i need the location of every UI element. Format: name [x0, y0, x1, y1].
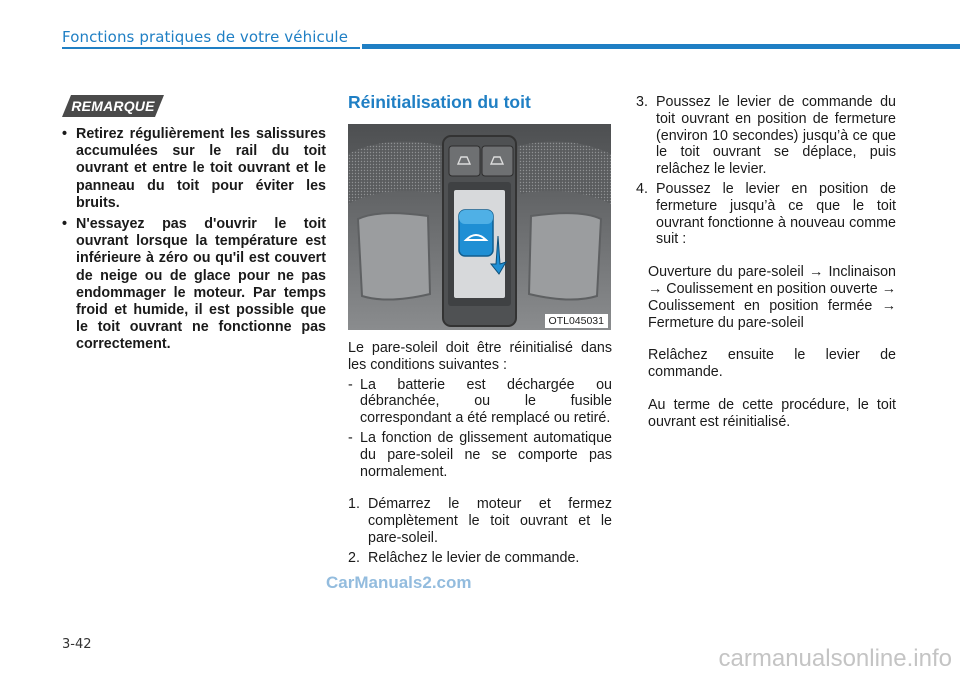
condition-item: - La fonction de glissement automatique du pare-soleil ne se comporte pas normalement. [348, 430, 612, 480]
remarque-label: REMARQUE [71, 98, 155, 114]
footer-watermark: carmanualsonline.info [718, 645, 952, 672]
conclusion-text: Au terme de cette procédure, le toit ouvrant est réinitialisé. [648, 396, 896, 430]
figure-caption: OTL045031 [545, 314, 608, 328]
note-column [62, 126, 326, 358]
release-text: Relâchez ensuite le levier de commande. [648, 347, 896, 381]
note-bullet: • N'essayez pas d'ouvrir le toit ouvrant lorsque la température est inférieure à zéro ou qu'il est couvert de neige ou de glace pour ne pas endommager le moteur. Par temps froid et humide, il est possible que le toit ouvrant ne fonctionne pas correctement. [62, 216, 326, 354]
step-item [348, 550, 612, 567]
procedure-column-right [636, 94, 896, 431]
step-number: 1. [348, 496, 360, 513]
step-item [636, 94, 896, 178]
step-text: Poussez le levier en position de fermeture jusqu’à ce que le toit ouvrant fonctionne à nouveau comme suit : [656, 180, 896, 248]
watermark: CarManuals2.com [326, 573, 472, 592]
step-number: 3. [636, 94, 648, 110]
header-rule-left [62, 47, 360, 49]
sequence-text: Ouverture du pare-soleil → Inclinaison → Coulissement en position ouverte → Coulissement en position fermée → Fermeture du pare-soleil [648, 264, 896, 331]
procedure-column-left [348, 340, 612, 567]
step-text: Démarrez le moteur et fermez complètement le toit ouvrant et le pare-soleil. [368, 496, 612, 546]
step-text: Relâchez le levier de commande. [368, 549, 580, 566]
note-bullet: • Retirez régulièrement les salissures accumulées sur le rail du toit ouvrant et entre le toit ouvrant et le panneau du toit pour éviter les bruits. [62, 126, 326, 212]
roof-console-figure [348, 124, 611, 330]
roof-console-illustration [348, 124, 611, 330]
step-number: 4. [636, 180, 648, 197]
header-rule [362, 44, 960, 49]
section-title: Réinitialisation du toit [348, 92, 531, 112]
header-title: Fonctions pratiques de votre véhicule [62, 28, 349, 46]
page-number: 3-42 [62, 637, 92, 652]
step-item [636, 181, 896, 248]
intro-text: Le pare-soleil doit être réinitialisé dans les conditions suivantes : [348, 340, 612, 373]
step-item [348, 496, 612, 546]
condition-item: - La batterie est déchargée ou débranchée, ou le fusible correspondant a été remplacé ou retiré. [348, 377, 612, 427]
step-number: 2. [348, 549, 360, 566]
remarque-badge [62, 95, 164, 117]
step-text: Poussez le levier de commande du toit ouvrant en position de fermeture (environ 10 secondes) jusqu’à ce que le toit ouvrant se déplace, puis relâchez le levier. [656, 94, 896, 178]
